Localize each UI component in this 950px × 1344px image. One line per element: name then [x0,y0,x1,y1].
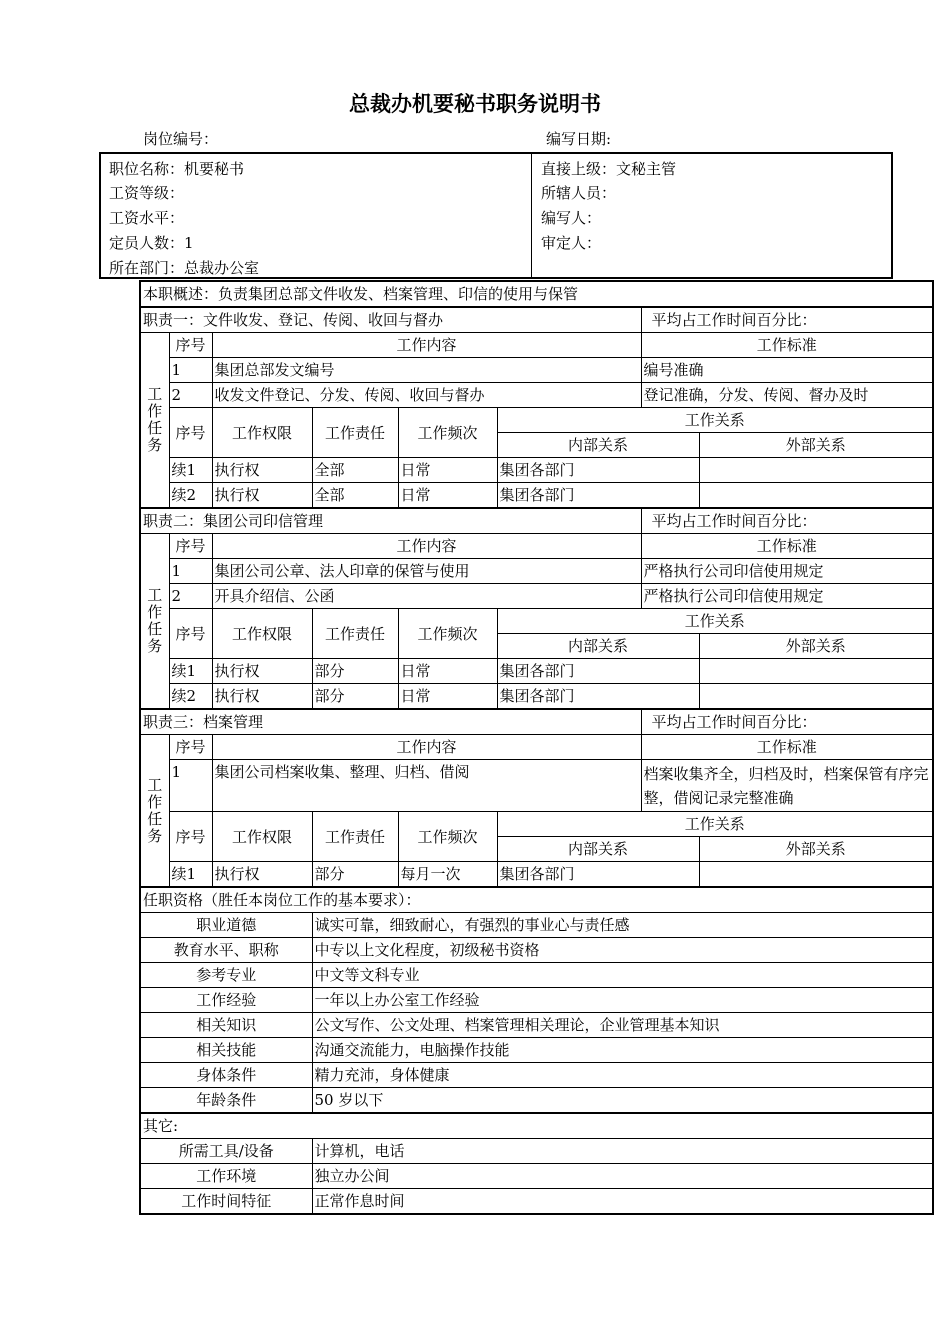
qualification-title-row [140,887,933,913]
relation-responsibility: 全部 [312,458,398,483]
task-row [140,760,933,812]
task-standard: 严格执行公司印信使用规定 [641,584,933,609]
qualification-row [140,938,933,963]
other-value: 正常作息时间 [312,1189,933,1215]
relation-frequency: 日常 [398,684,497,710]
qualification-label: 职业道德 [140,913,312,938]
qualification-row [140,1013,933,1038]
duty-title-row [140,307,933,333]
qualification-row [140,913,933,938]
info-subordinates: 所辖人员： [541,184,617,202]
info-salary-level: 工资水平： [109,209,185,227]
duty-title: 职责二：集团公司印信管理 [140,508,641,534]
other-value: 独立办公间 [312,1164,933,1189]
qualification-label: 年龄条件 [140,1088,312,1114]
header-authority: 工作权限 [212,408,312,458]
header-standard: 工作标准 [641,534,933,559]
task-content: 集团公司公章、法人印章的保管与使用 [212,559,641,584]
relation-row [140,862,933,888]
task-no: 1 [169,760,212,812]
qualification-label: 相关知识 [140,1013,312,1038]
task-no: 1 [169,358,212,383]
info-headcount: 定员人数：1 [109,234,194,252]
relation-responsibility: 全部 [312,483,398,509]
other-label: 所需工具/设备 [140,1139,312,1164]
task-side-label: 工作任务 [140,735,169,888]
qualification-value: 中文等文科专业 [312,963,933,988]
relation-authority: 执行权 [212,862,312,888]
duty-title-row [140,709,933,735]
duty-title-row [140,508,933,534]
other-value: 计算机，电话 [312,1139,933,1164]
qualification-label: 身体条件 [140,1063,312,1088]
header-relation: 工作关系 [497,408,933,433]
relation-external [699,684,933,710]
task-standard: 编号准确 [641,358,933,383]
relation-responsibility: 部分 [312,684,398,710]
header-authority: 工作权限 [212,609,312,659]
info-approver: 审定人： [541,234,602,252]
time-percentage-label: 平均占工作时间百分比： [641,307,933,333]
task-side-label: 工作任务 [140,333,169,509]
header-internal: 内部关系 [497,433,699,458]
other-row [140,1139,933,1164]
qualification-title: 任职资格（胜任本岗位工作的基本要求）： [140,887,933,913]
header-seq: 序号 [169,812,212,862]
relation-internal: 集团各部门 [497,458,699,483]
other-title: 其它: [140,1113,933,1139]
summary-text: 本职概述：负责集团总部文件收发、档案管理、印信的使用与保管 [140,281,933,307]
header-responsibility: 工作责任 [312,609,398,659]
task-content: 集团总部发文编号 [212,358,641,383]
info-supervisor: 直接上级：文秘主管 [541,160,677,178]
relation-row [140,458,933,483]
relation-internal: 集团各部门 [497,684,699,710]
header-relation: 工作关系 [497,609,933,634]
task-standard: 登记准确，分发、传阅、督办及时 [641,383,933,408]
task-side-label: 工作任务 [140,534,169,710]
qualification-value: 50 岁以下 [312,1088,933,1114]
qualification-value: 沟通交流能力，电脑操作技能 [312,1038,933,1063]
duty-title: 职责三：档案管理 [140,709,641,735]
header-standard: 工作标准 [641,333,933,358]
relation-header-row [140,812,933,837]
header-frequency: 工作频次 [398,812,497,862]
task-standard: 严格执行公司印信使用规定 [641,559,933,584]
relation-internal: 集团各部门 [497,862,699,888]
header-internal: 内部关系 [497,634,699,659]
header-external: 外部关系 [699,634,933,659]
time-percentage-label: 平均占工作时间百分比： [641,709,933,735]
relation-authority: 执行权 [212,684,312,710]
header-standard: 工作标准 [641,735,933,760]
task-row [140,358,933,383]
qualification-label: 教育水平、职称 [140,938,312,963]
relation-external [699,458,933,483]
info-author: 编写人： [541,209,602,227]
position-info-box [99,152,893,279]
task-row [140,559,933,584]
qualification-value: 公文写作、公文处理、档案管理相关理论，企业管理基本知识 [312,1013,933,1038]
header-external: 外部关系 [699,433,933,458]
task-row [140,584,933,609]
task-header-row [140,333,933,358]
header-frequency: 工作频次 [398,609,497,659]
header-frequency: 工作频次 [398,408,497,458]
time-percentage-label: 平均占工作时间百分比： [641,508,933,534]
header-content: 工作内容 [212,333,641,358]
relation-header-row [140,609,933,634]
qualification-row [140,1063,933,1088]
header-external: 外部关系 [699,837,933,862]
header-internal: 内部关系 [497,837,699,862]
other-row [140,1189,933,1215]
header-seq: 序号 [169,333,212,358]
relation-responsibility: 部分 [312,862,398,888]
header-content: 工作内容 [212,534,641,559]
task-header-row [140,534,933,559]
header-seq: 序号 [169,408,212,458]
relation-no: 续1 [169,458,212,483]
task-no: 2 [169,584,212,609]
relation-frequency: 日常 [398,458,497,483]
qualification-label: 参考专业 [140,963,312,988]
task-row [140,383,933,408]
summary-row [140,281,933,307]
relation-internal: 集团各部门 [497,483,699,509]
header-responsibility: 工作责任 [312,408,398,458]
relation-frequency: 日常 [398,483,497,509]
qualification-label: 相关技能 [140,1038,312,1063]
relation-responsibility: 部分 [312,659,398,684]
header-content: 工作内容 [212,735,641,760]
info-position-name: 职位名称：机要秘书 [109,160,245,178]
info-salary-grade: 工资等级： [109,184,185,202]
qualification-row [140,1038,933,1063]
relation-external [699,483,933,509]
qualification-row [140,1088,933,1114]
relation-external [699,862,933,888]
relation-authority: 执行权 [212,483,312,509]
relation-authority: 执行权 [212,659,312,684]
header-seq: 序号 [169,735,212,760]
relation-authority: 执行权 [212,458,312,483]
task-header-row [140,735,933,760]
other-label: 工作时间特征 [140,1189,312,1215]
other-label: 工作环境 [140,1164,312,1189]
relation-row [140,483,933,509]
relation-frequency: 日常 [398,659,497,684]
relation-external [699,659,933,684]
page-title: 总裁办机要秘书职务说明书 [349,92,601,116]
relation-internal: 集团各部门 [497,659,699,684]
relation-no: 续2 [169,483,212,509]
task-no: 2 [169,383,212,408]
write-date-label: 编写日期: [546,130,612,148]
relation-row [140,659,933,684]
relation-no: 续1 [169,862,212,888]
qualification-value: 诚实可靠，细致耐心，有强烈的事业心与责任感 [312,913,933,938]
relation-no: 续1 [169,659,212,684]
header-seq: 序号 [169,534,212,559]
qualification-row [140,988,933,1013]
task-content: 开具介绍信、公函 [212,584,641,609]
duty-table [139,280,934,1215]
post-number-label: 岗位编号： [143,130,219,148]
relation-header-row [140,408,933,433]
header-authority: 工作权限 [212,812,312,862]
task-no: 1 [169,559,212,584]
relation-row [140,684,933,710]
qualification-value: 一年以上办公室工作经验 [312,988,933,1013]
other-title-row [140,1113,933,1139]
task-content: 收发文件登记、分发、传阅、收回与督办 [212,383,641,408]
header-seq: 序号 [169,609,212,659]
qualification-value: 中专以上文化程度，初级秘书资格 [312,938,933,963]
info-department: 所在部门：总裁办公室 [109,259,260,277]
relation-no: 续2 [169,684,212,710]
relation-frequency: 每月一次 [398,862,497,888]
qualification-value: 精力充沛，身体健康 [312,1063,933,1088]
qualification-row [140,963,933,988]
duty-title: 职责一：文件收发、登记、传阅、收回与督办 [140,307,641,333]
header-responsibility: 工作责任 [312,812,398,862]
other-row [140,1164,933,1189]
qualification-label: 工作经验 [140,988,312,1013]
task-standard: 档案收集齐全，归档及时，档案保管有序完整，借阅记录完整准确 [641,760,933,812]
header-relation: 工作关系 [497,812,933,837]
task-content: 集团公司档案收集、整理、归档、借阅 [212,760,641,812]
